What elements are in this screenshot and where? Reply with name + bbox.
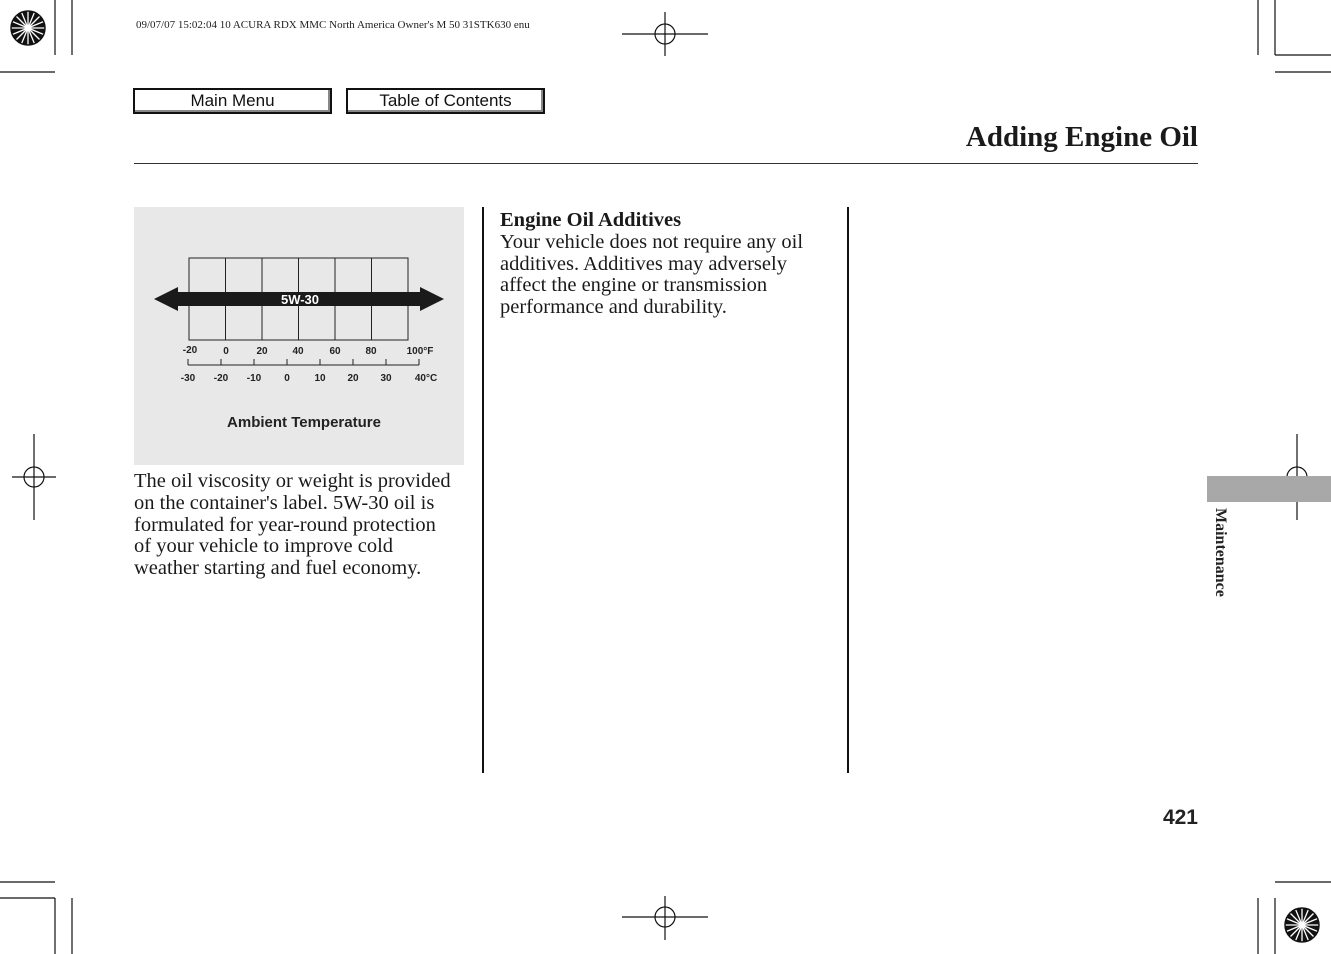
fahrenheit-tick: 100°F [406,346,434,357]
viscosity-paragraph: The oil viscosity or weight is provided on the container's label. 5W-30 oil is formulated for year-round protection of your vehicle to improve cold weather starting and fuel economy. [134,470,451,580]
celsius-tick: 10 [314,373,326,384]
fahrenheit-tick: 40 [292,346,304,357]
celsius-tick: -10 [246,373,262,384]
title-divider [134,163,1198,164]
additives-section [500,210,835,319]
column-divider [482,207,484,773]
celsius-tick: 0 [284,373,290,384]
fahrenheit-tick: 0 [223,346,229,357]
table-of-contents-button[interactable]: Table of Contents [346,88,545,114]
celsius-tick: -30 [180,373,196,384]
celsius-tick: 40°C [414,373,438,384]
celsius-tick: 30 [380,373,392,384]
section-heading: Engine Oil Additives [500,209,682,231]
celsius-tick: 20 [347,373,359,384]
main-menu-button[interactable]: Main Menu [133,88,332,114]
print-job-info: 09/07/07 15:02:04 10 ACURA RDX MMC North America Owner's M 50 31STK630 enu [136,19,530,31]
grade-label: 5W-30 [280,292,320,307]
page-title: Adding Engine Oil [965,121,1198,153]
figure-caption: Ambient Temperature [227,414,381,431]
fahrenheit-tick: 20 [256,346,268,357]
page-number: 421 [1162,806,1198,829]
viscosity-chart [134,207,464,465]
viscosity-figure [134,207,464,465]
section-tab-marker [1207,476,1331,502]
fahrenheit-tick: -20 [182,345,198,356]
fahrenheit-tick: 80 [365,346,377,357]
section-tab-label[interactable]: Maintenance [1212,508,1229,597]
fahrenheit-tick: 60 [329,346,341,357]
additives-paragraph: Your vehicle does not require any oil additives. Additives may adversely affect the engine or transmission performance and durability. [500,230,804,319]
celsius-tick: -20 [213,373,229,384]
column-divider [847,207,849,773]
